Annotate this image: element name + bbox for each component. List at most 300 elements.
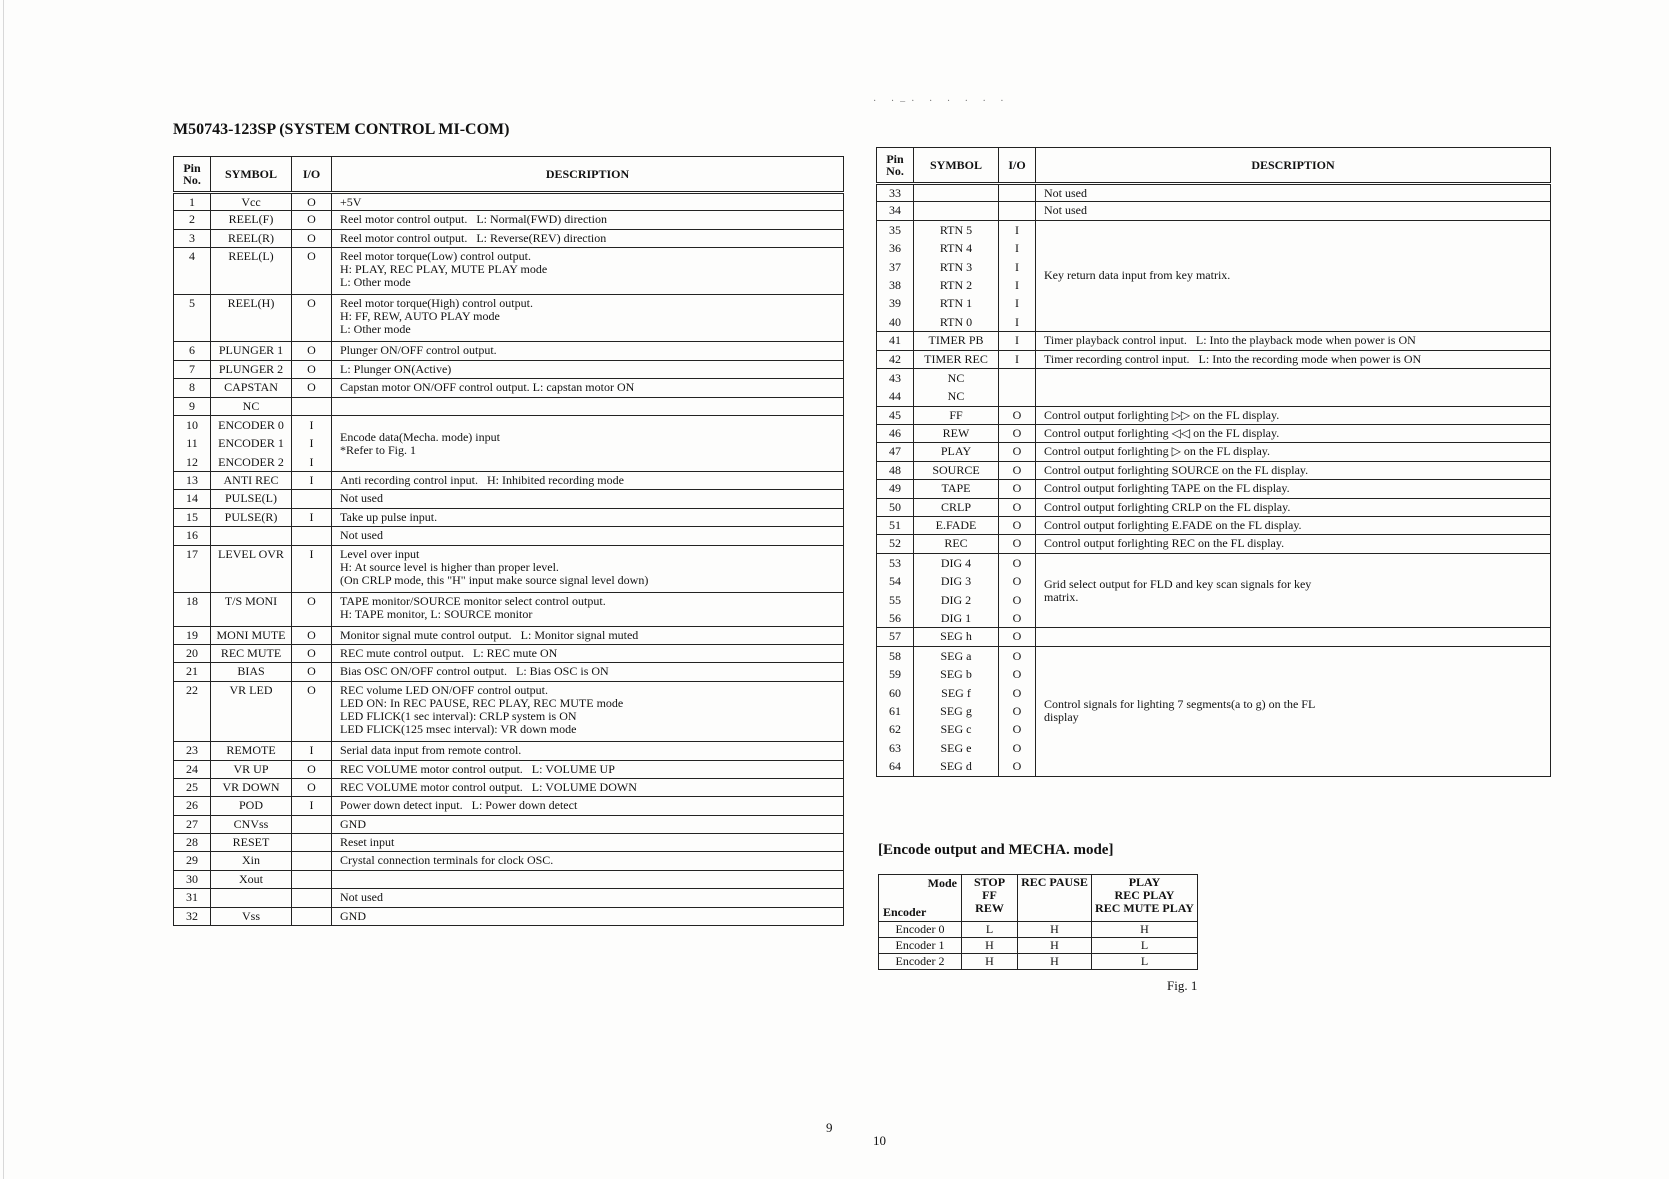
desc-line: (On CRLP mode, this "H" input make source signal level down) — [340, 572, 649, 587]
pins-line: 64 — [889, 759, 901, 774]
pin-cell — [877, 332, 914, 350]
io-cell — [292, 760, 332, 778]
io-cell — [292, 472, 332, 490]
desc-line — [340, 871, 839, 873]
symbols-line: RTN 1 — [939, 296, 973, 311]
table-row — [174, 834, 844, 852]
desc-line: TAPE monitor/SOURCE monitor select control output. — [340, 593, 606, 608]
table-row — [174, 229, 844, 247]
desc-line: Control output forlighting TAPE on the FL display. — [1044, 481, 1290, 496]
symbol-cell — [211, 760, 292, 778]
table-row — [174, 360, 844, 378]
desc-line: +5V — [340, 195, 362, 209]
pins-line: 54 — [889, 574, 901, 589]
ios-line: O — [1012, 555, 1022, 570]
io-cell — [999, 368, 1036, 406]
desc-line: H: PLAY, REC PLAY, MUTE PLAY mode — [340, 262, 548, 277]
io-cell — [292, 834, 332, 852]
symbol-cell — [211, 342, 292, 360]
desc-line: Timer recording control input. L: Into the recording mode when power is ON — [1044, 351, 1422, 366]
ios-line: O — [1012, 499, 1022, 514]
desc-line: LED FLICK(125 msec interval): VR down mode — [340, 721, 577, 736]
page-number-right: 10 — [873, 1133, 886, 1148]
desc-line: Control output forlighting SOURCE on the FL display. — [1044, 462, 1309, 477]
desc-line: Not used — [1044, 186, 1087, 200]
pins-line: 22 — [186, 682, 198, 697]
table-row — [877, 220, 1551, 331]
desc-line: Take up pulse input. — [340, 509, 438, 524]
table-row — [877, 498, 1551, 516]
ios-line: O — [1012, 592, 1022, 607]
page-number-left: 9 — [826, 1120, 833, 1135]
desc-line: L: Other mode — [340, 322, 411, 337]
pins-line: 17 — [186, 546, 198, 561]
ios-line: O — [307, 761, 316, 776]
description-cell — [1036, 184, 1551, 202]
table-row — [174, 415, 844, 471]
description-cell — [332, 797, 844, 815]
table-row — [877, 406, 1551, 424]
ios-line: O — [1012, 536, 1022, 551]
symbols-line: TAPE — [941, 481, 971, 496]
io-cell — [999, 480, 1036, 498]
io-cell — [999, 535, 1036, 553]
symbol-cell — [211, 663, 292, 681]
desc-line: *Refer to Fig. 1 — [340, 442, 416, 457]
table-row — [174, 797, 844, 815]
pins-line: 56 — [889, 610, 901, 625]
desc-line: Reset input — [340, 835, 395, 850]
pins-line: 31 — [186, 890, 198, 905]
desc-line: REC volume LED ON/OFF control output. — [340, 682, 548, 697]
desc-line: Control output forlighting ◁◁ on the FL display. — [1044, 426, 1280, 441]
symbols-line: TIMER PB — [928, 333, 984, 348]
desc-line: Bias OSC ON/OFF control output. L: Bias OSC is ON — [340, 664, 609, 679]
pin-cell — [174, 663, 211, 681]
io-cell — [292, 545, 332, 592]
pin-cell — [174, 545, 211, 592]
symbols-line — [215, 889, 287, 891]
symbol-header: SYMBOL — [211, 157, 292, 193]
description-cell — [332, 415, 844, 471]
pin-cell — [174, 834, 211, 852]
ios-line: O — [1012, 407, 1022, 422]
io-cell — [292, 229, 332, 247]
table-row — [174, 472, 844, 490]
encode-header-row — [879, 875, 1198, 922]
io-cell — [292, 490, 332, 508]
symbol-cell — [914, 406, 999, 424]
io-cell — [999, 425, 1036, 443]
symbols-line: REMOTE — [226, 743, 276, 758]
io-cell — [292, 797, 332, 815]
pins-line: 36 — [889, 241, 901, 256]
pins-line: 15 — [186, 509, 198, 524]
io-cell — [292, 870, 332, 888]
symbol-cell — [914, 517, 999, 535]
ios-line — [1003, 185, 1031, 187]
ios-line — [296, 834, 327, 836]
io-cell — [292, 889, 332, 907]
ios-line: O — [307, 212, 316, 227]
symbol-cell — [211, 742, 292, 760]
symbol-cell — [914, 184, 999, 202]
pins-line: 10 — [186, 417, 198, 432]
symbol-cell — [211, 626, 292, 644]
ios-line: O — [307, 195, 316, 209]
description-cell — [1036, 425, 1551, 443]
table-row — [877, 628, 1551, 646]
pins-line: 52 — [889, 536, 901, 551]
symbols-line: DIG 2 — [940, 592, 972, 607]
pin-cell — [174, 592, 211, 626]
symbol-cell — [914, 202, 999, 220]
desc-line: Plunger ON/OFF control output. — [340, 343, 497, 358]
table-row — [174, 760, 844, 778]
encoder-value: L — [1092, 954, 1198, 970]
pin-cell — [174, 797, 211, 815]
pins-line: 48 — [889, 462, 901, 477]
desc-line: Not used — [340, 890, 383, 905]
symbol-cell — [211, 229, 292, 247]
pin-header: Pin No. — [877, 148, 914, 184]
pins-line: 60 — [889, 685, 901, 700]
symbols-line: VR DOWN — [222, 779, 280, 794]
pin-cell — [877, 220, 914, 331]
ios-line: O — [307, 682, 316, 697]
ios-line — [1003, 369, 1031, 387]
desc-line: H: At source level is higher than proper level. — [340, 559, 559, 574]
symbols-line: PULSE(R) — [224, 509, 278, 524]
pin-cell — [877, 425, 914, 443]
description-cell — [1036, 368, 1551, 406]
description-cell — [1036, 202, 1551, 220]
ios-line — [296, 527, 327, 529]
symbols-line: REW — [942, 426, 970, 441]
symbols-line: PLUNGER 2 — [218, 361, 284, 376]
symbols-line: FF — [949, 407, 963, 422]
mode-col-stop: STOP FF REW — [962, 875, 1018, 922]
pin-cell — [174, 211, 211, 229]
io-cell — [999, 517, 1036, 535]
symbols-line: RTN 5 — [939, 222, 973, 237]
encoder-name: Encoder 1 — [879, 938, 962, 954]
symbol-cell — [914, 553, 999, 628]
table-row — [877, 461, 1551, 479]
pins-line: 1 — [189, 195, 195, 209]
symbols-line: ENCODER 2 — [218, 454, 284, 469]
symbols-line: PLUNGER 1 — [218, 343, 284, 358]
desc-line: REC VOLUME motor control output. L: VOLUME DOWN — [340, 779, 637, 794]
table-row — [877, 646, 1551, 776]
io-cell — [292, 626, 332, 644]
pins-line: 18 — [186, 593, 198, 608]
ios-line: I — [1015, 351, 1019, 366]
pins-line: 40 — [889, 314, 901, 329]
table-row — [174, 342, 844, 360]
symbols-line: Vss — [241, 908, 260, 923]
pins-line: 45 — [889, 407, 901, 422]
desc-line: Control output forlighting REC on the FL display. — [1044, 536, 1285, 551]
description-cell — [332, 193, 844, 211]
desc-line: Crystal connection terminals for clock OSC. — [340, 853, 554, 868]
desc-line: Reel motor control output. L: Reverse(REV) direction — [340, 230, 607, 245]
symbol-cell — [211, 681, 292, 741]
desc-line: Power down detect input. L: Power down detect — [340, 798, 578, 813]
ios-line: I — [309, 436, 314, 451]
description-cell — [1036, 498, 1551, 516]
symbols-line: DIG 1 — [940, 610, 972, 625]
ios-line: O — [1012, 648, 1022, 663]
desc-line: Reel motor torque(Low) control output. — [340, 249, 531, 264]
pin-cell — [174, 852, 211, 870]
table-row — [174, 211, 844, 229]
desc-line: Capstan motor ON/OFF control output. L: capstan motor ON — [340, 380, 635, 395]
pin-cell — [174, 889, 211, 907]
symbols-line: SOURCE — [932, 462, 980, 477]
ios-line: O — [307, 230, 316, 245]
pin-cell — [174, 229, 211, 247]
symbols-line: SEG d — [940, 759, 972, 774]
encoder-value: H — [962, 954, 1018, 970]
description-header: DESCRIPTION — [332, 157, 844, 193]
symbol-cell — [211, 211, 292, 229]
symbols-line: SEG b — [940, 667, 972, 682]
description-cell — [332, 342, 844, 360]
description-cell — [1036, 406, 1551, 424]
pin-cell — [174, 248, 211, 295]
pins-line: 14 — [186, 491, 198, 506]
symbols-line: TIMER REC — [924, 351, 988, 366]
io-cell — [292, 815, 332, 833]
pins-line: 2 — [189, 212, 195, 227]
symbols-line: LEVEL OVR — [218, 546, 284, 561]
symbols-line — [918, 202, 994, 204]
ios-line — [296, 871, 327, 873]
table-row — [174, 852, 844, 870]
description-cell — [332, 379, 844, 397]
symbols-line: CNVss — [233, 816, 269, 831]
table-row — [174, 248, 844, 295]
pins-line: 46 — [889, 426, 901, 441]
ios-line: O — [1012, 610, 1022, 625]
table-row — [174, 681, 844, 741]
pins-line: 41 — [889, 333, 901, 348]
ios-line: I — [309, 798, 314, 813]
symbols-line: Vcc — [241, 195, 261, 209]
pins-line: 16 — [186, 528, 198, 543]
ios-line: O — [1012, 481, 1022, 496]
ios-line: O — [1012, 574, 1022, 589]
symbols-line — [918, 185, 994, 187]
pin-cell — [174, 415, 211, 471]
encode-row — [879, 922, 1198, 938]
ios-line: O — [1012, 426, 1022, 441]
symbol-cell — [914, 332, 999, 350]
io-cell — [292, 360, 332, 378]
pin-cell — [877, 443, 914, 461]
pin-header: Pin No. — [174, 157, 211, 193]
io-cell — [999, 406, 1036, 424]
table-row — [877, 350, 1551, 368]
io-cell — [292, 248, 332, 295]
symbols-line: RTN 2 — [939, 277, 973, 292]
table-row — [174, 907, 844, 925]
description-cell — [332, 490, 844, 508]
pins-line: 7 — [189, 361, 195, 376]
ios-line: O — [307, 593, 316, 608]
description-cell — [332, 778, 844, 796]
symbols-line: RTN 0 — [939, 314, 973, 329]
description-cell — [1036, 350, 1551, 368]
io-cell — [999, 628, 1036, 646]
encoder-value: H — [1018, 922, 1092, 938]
ios-line: I — [309, 417, 314, 432]
pins-line: 29 — [186, 853, 198, 868]
symbol-cell — [211, 889, 292, 907]
ios-line: O — [1012, 444, 1022, 459]
description-cell — [1036, 646, 1551, 776]
ios-line: I — [309, 473, 314, 488]
pins-line: 62 — [889, 722, 901, 737]
pins-line: 12 — [186, 454, 198, 469]
symbol-cell — [914, 498, 999, 516]
table-row — [174, 545, 844, 592]
symbols-line: SEG e — [940, 740, 972, 755]
table-row — [174, 644, 844, 662]
symbol-cell — [211, 415, 292, 471]
desc-line: Not used — [1044, 203, 1087, 218]
desc-line — [340, 398, 839, 400]
desc-line: REC mute control output. L: REC mute ON — [340, 645, 558, 660]
pins-line: 8 — [189, 380, 195, 395]
io-cell — [999, 443, 1036, 461]
desc-line — [1044, 628, 1546, 630]
desc-line: Control output forlighting ▷ on the FL display. — [1044, 444, 1270, 459]
description-cell — [332, 852, 844, 870]
io-cell — [999, 646, 1036, 776]
pins-line: 35 — [889, 222, 901, 237]
table-row — [174, 626, 844, 644]
desc-line: Encode data(Mecha. mode) input — [340, 429, 500, 444]
pins-line: 30 — [186, 871, 198, 886]
pins-line: 32 — [186, 908, 198, 923]
io-cell — [999, 350, 1036, 368]
symbol-cell — [211, 295, 292, 342]
pins-line: 27 — [186, 816, 198, 831]
encode-table — [878, 874, 1198, 970]
description-cell — [332, 644, 844, 662]
io-cell — [292, 211, 332, 229]
encoder-name: Encoder 0 — [879, 922, 962, 938]
table-row — [174, 527, 844, 545]
io-cell — [292, 592, 332, 626]
symbol-cell — [914, 443, 999, 461]
pins-line: 4 — [189, 249, 195, 264]
table-row — [174, 889, 844, 907]
pins-line: 49 — [889, 481, 901, 496]
symbols-line: ENCODER 1 — [218, 436, 284, 451]
desc-line: Control output forlighting E.FADE on the FL display. — [1044, 518, 1302, 533]
encoder-value: H — [1092, 922, 1198, 938]
description-cell — [332, 527, 844, 545]
symbols-line: NC — [947, 370, 965, 385]
table-row — [174, 742, 844, 760]
io-cell — [292, 663, 332, 681]
symbol-cell — [211, 797, 292, 815]
io-cell — [292, 681, 332, 741]
pins-line: 53 — [889, 555, 901, 570]
symbol-cell — [211, 834, 292, 852]
symbols-line: REEL(L) — [228, 249, 274, 264]
ios-line: O — [1012, 722, 1022, 737]
pin-cell — [174, 644, 211, 662]
ios-line — [296, 398, 327, 400]
pins-line: 47 — [889, 444, 901, 459]
pin-cell — [174, 295, 211, 342]
ios-line: O — [307, 296, 316, 311]
pin-cell — [174, 815, 211, 833]
symbols-line: SEG h — [940, 629, 972, 644]
symbol-cell — [211, 852, 292, 870]
pins-line: 43 — [889, 370, 901, 385]
symbols-line: POD — [238, 798, 263, 813]
pins-line: 20 — [186, 645, 198, 660]
desc-line: LED FLICK(1 sec interval): CRLP system is ON — [340, 708, 577, 723]
ios-line: I — [1015, 314, 1019, 329]
table-row — [174, 295, 844, 342]
io-header: I/O — [292, 157, 332, 193]
pins-line: 39 — [889, 296, 901, 311]
table-row — [877, 202, 1551, 220]
description-cell — [1036, 553, 1551, 628]
pins-line: 63 — [889, 740, 901, 755]
io-cell — [292, 508, 332, 526]
desc-line: Grid select output for FLD and key scan signals for key — [1044, 576, 1312, 591]
symbols-line: CAPSTAN — [224, 380, 278, 395]
pin-table-left — [173, 156, 844, 926]
ios-line: O — [1012, 462, 1022, 477]
pins-line: 42 — [889, 351, 901, 366]
ios-line: O — [307, 627, 316, 642]
pin-cell — [877, 535, 914, 553]
pins-line: 5 — [189, 296, 195, 311]
ios-line — [296, 908, 327, 910]
description-cell — [1036, 220, 1551, 331]
pin-cell — [174, 778, 211, 796]
description-cell — [332, 229, 844, 247]
pin-cell — [174, 681, 211, 741]
description-cell — [332, 626, 844, 644]
encoder-value: H — [1018, 938, 1092, 954]
desc-line: Serial data input from remote control. — [340, 743, 522, 758]
ios-line: O — [1012, 740, 1022, 755]
io-cell — [292, 342, 332, 360]
symbols-line: REEL(R) — [228, 230, 274, 245]
io-cell — [999, 332, 1036, 350]
ios-line: O — [307, 249, 316, 264]
pins-line: 57 — [889, 629, 901, 644]
symbols-line: DIG 3 — [940, 574, 972, 589]
description-cell — [332, 295, 844, 342]
io-cell — [292, 778, 332, 796]
pin-cell — [877, 646, 914, 776]
ios-line — [296, 816, 327, 818]
desc-line: L: Plunger ON(Active) — [340, 361, 452, 376]
io-cell — [292, 379, 332, 397]
description-cell — [332, 681, 844, 741]
desc-line: Reel motor torque(High) control output. — [340, 296, 533, 311]
